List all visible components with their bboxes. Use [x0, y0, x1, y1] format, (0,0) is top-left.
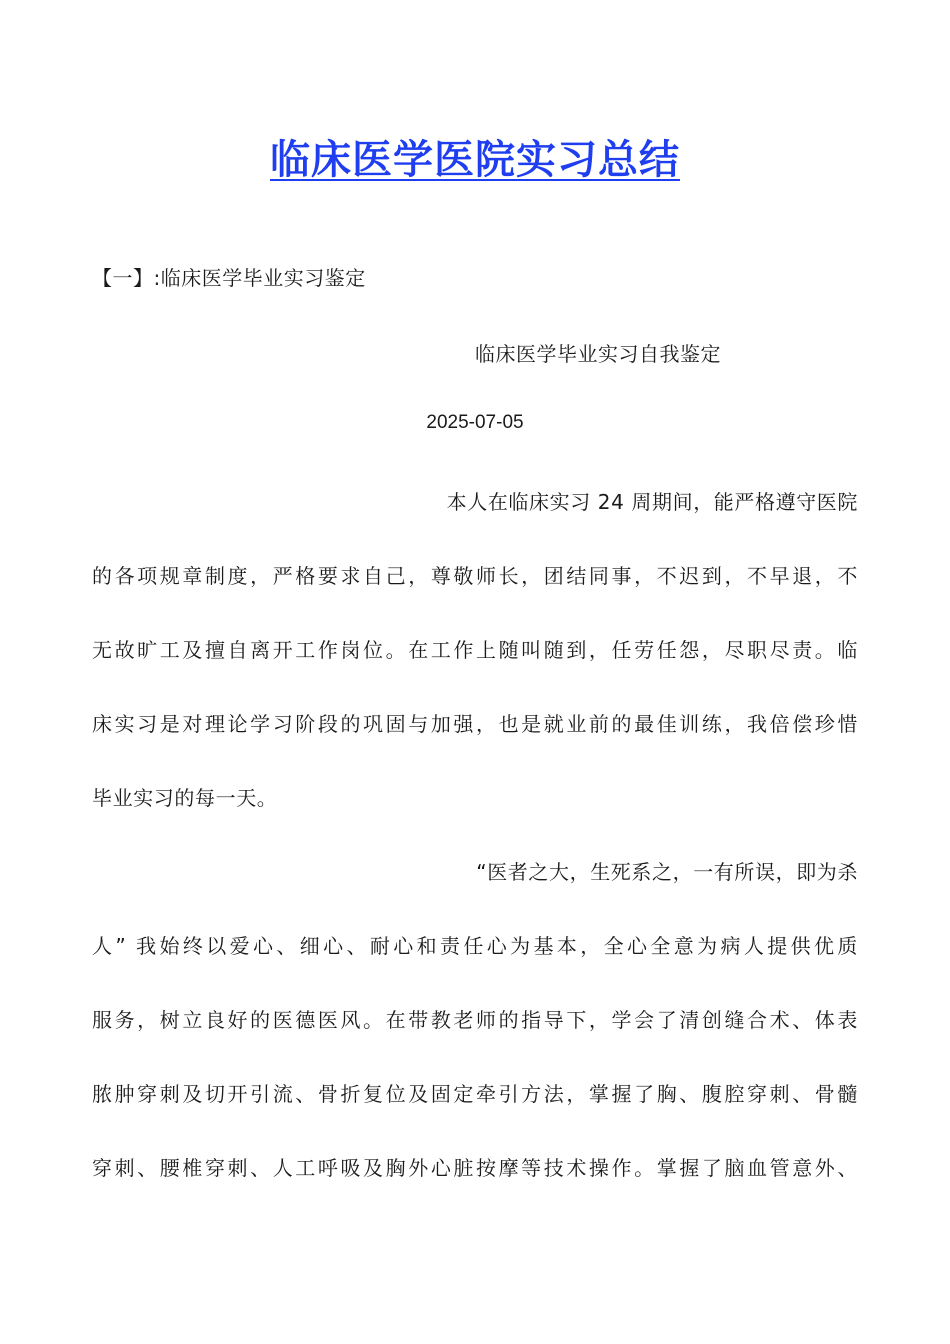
sub-heading: 临床医学毕业实习自我鉴定: [475, 342, 721, 366]
paragraph-1-line-3: 无故旷工及擅自离开工作岗位。在工作上随叫随到，任劳任怨，尽职尽责。临: [92, 638, 858, 662]
paragraph-2-line-5: 穿刺、腰椎穿刺、人工呼吸及胸外心脏按摩等技术操作。掌握了脑血管意外、: [92, 1156, 858, 1180]
paragraph-2-line-4: 脓肿穿刺及切开引流、骨折复位及固定牵引方法，掌握了胸、腹腔穿刺、骨髓: [92, 1082, 858, 1106]
paragraph-1-line-2: 的各项规章制度，严格要求自己，尊敬师长，团结同事，不迟到，不早退，不: [92, 564, 858, 588]
document-title-text: 临床医学医院实习总结: [270, 137, 680, 183]
paragraph-2-line-3: 服务，树立良好的医德医风。在带教老师的指导下，学会了清创缝合术、体表: [92, 1008, 858, 1032]
section-heading: 【一】:临床医学毕业实习鉴定: [92, 266, 366, 290]
paragraph-1-line-1: 本人在临床实习 24 周期间，能严格遵守医院: [446, 490, 858, 514]
paragraph-2-line-1: “医者之大，生死系之，一有所误，即为杀: [476, 860, 858, 884]
paragraph-1-line-4: 床实习是对理论学习阶段的巩固与加强，也是就业前的最佳训练，我倍偿珍惜: [92, 712, 858, 736]
paragraph-2-line-2: 人” 我始终以爱心、细心、耐心和责任心为基本，全心全意为病人提供优质: [92, 934, 858, 958]
document-date: 2025-07-05: [426, 412, 524, 433]
document-title: [0, 128, 950, 185]
paragraph-1-line-5: 毕业实习的每一天。: [92, 786, 278, 810]
